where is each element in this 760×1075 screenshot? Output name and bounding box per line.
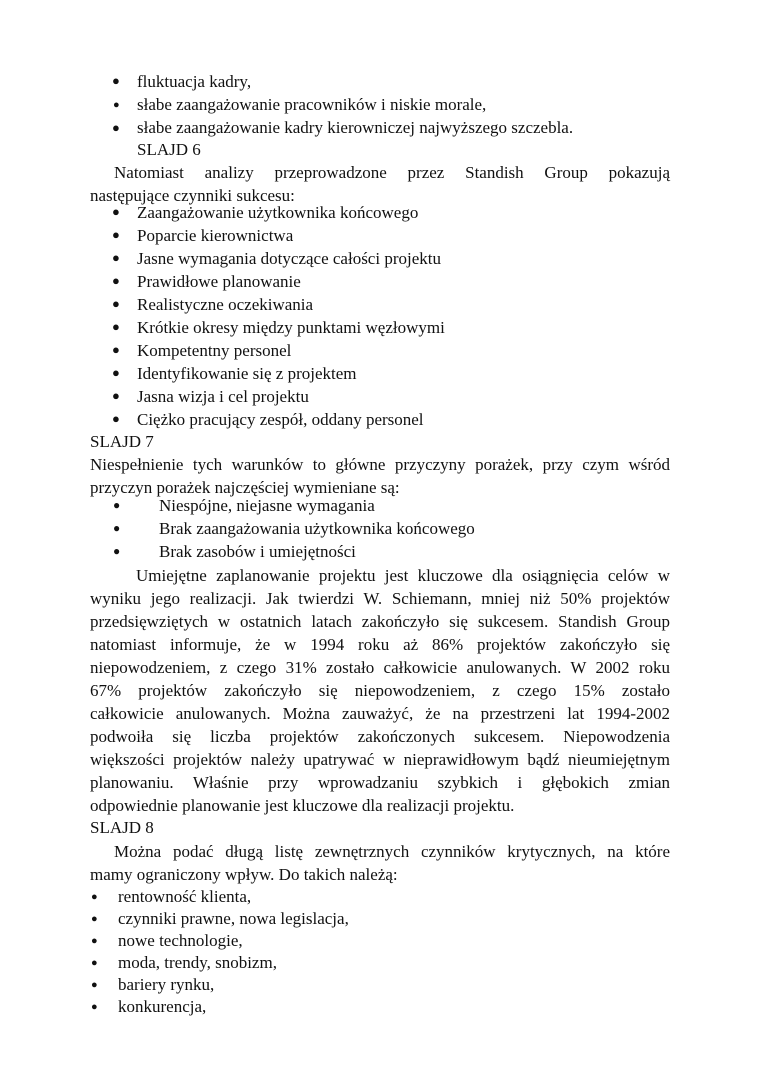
list3-item: Brak zasobów i umiejętności <box>159 542 356 561</box>
paragraph-line: podwoiła się liczba projektów zakończonych sukcesem. Niepowodzenia <box>90 727 670 746</box>
paragraph-line: natomiast informuje, że w 1994 roku aż 86% projektów zakończyło się <box>90 635 670 654</box>
list2-item: Jasna wizja i cel projektu <box>137 387 309 406</box>
paragraph-line: mamy ograniczony wpływ. Do takich należą: <box>90 865 398 884</box>
list4-item: nowe technologie, <box>118 931 243 950</box>
paragraph-line: Umiejętne zaplanowanie projektu jest kluczowe dla osiągnięcia celów w <box>136 566 670 585</box>
list2-item: Poparcie kierownictwa <box>137 226 294 245</box>
bullet-icon: ● <box>112 120 120 135</box>
paragraph-line: niepowodzeniem, z czego 31% zostało całkowicie anulowanych. W 2002 roku <box>90 658 670 677</box>
paragraph-line: Natomiast analizy przeprowadzone przez Standish Group pokazują <box>114 163 670 182</box>
bullet-icon: ● <box>112 250 120 265</box>
bullet-icon: ● <box>91 891 98 903</box>
paragraph-line: Można podać długą listę zewnętrznych czynników krytycznych, na które <box>114 842 670 861</box>
list2-item: Zaangażowanie użytkownika końcowego <box>137 203 419 222</box>
bullet-icon: ● <box>112 273 120 288</box>
bullet-icon: ● <box>113 99 120 111</box>
bullet-icon: ● <box>91 957 98 969</box>
paragraph-line: całkowicie anulowanych. Można zauważyć, że na przestrzeni lat 1994-2002 <box>90 704 670 723</box>
bullet-icon: ● <box>91 913 98 925</box>
slide-8-label: SLAJD 8 <box>90 818 154 837</box>
bullet-icon: ● <box>112 388 120 403</box>
list2-item: Realistyczne oczekiwania <box>137 295 314 314</box>
list4-item: konkurencja, <box>118 997 207 1016</box>
list2-item: Krótkie okresy między punktami węzłowymi <box>137 318 445 337</box>
list3-item: Brak zaangażowania użytkownika końcowego <box>159 519 475 538</box>
bullet-icon: ● <box>113 544 121 558</box>
bullet-icon: ● <box>91 979 98 991</box>
bullet-icon: ● <box>113 498 121 512</box>
bullet-icon: ● <box>112 73 120 88</box>
list2-item: Kompetentny personel <box>137 341 292 360</box>
bullet-icon: ● <box>112 365 120 380</box>
bullet-icon: ● <box>112 319 120 334</box>
list1-item: słabe zaangażowanie pracowników i niskie morale, <box>137 95 487 114</box>
paragraph-line: przyczyn porażek najczęściej wymieniane są: <box>90 478 400 497</box>
slide-7-label: SLAJD 7 <box>90 432 154 451</box>
list4-item: moda, trendy, snobizm, <box>118 953 277 972</box>
slide-6-label: SLAJD 6 <box>137 140 201 159</box>
paragraph-line: następujące czynniki sukcesu: <box>90 186 295 205</box>
paragraph-line: planowaniu. Właśnie przy wprowadzaniu szybkich i głębokich zmian <box>90 773 670 792</box>
list4-item: bariery rynku, <box>118 975 215 994</box>
paragraph-line: 67% projektów zakończyło się niepowodzeniem, z czego 15% zostało <box>90 681 670 700</box>
paragraph-line: odpowiednie planowanie jest kluczowe dla realizacji projektu. <box>90 796 515 815</box>
bullet-icon: ● <box>112 227 120 242</box>
list2-item: Ciężko pracujący zespół, oddany personel <box>137 410 424 429</box>
list1-item: słabe zaangażowanie kadry kierowniczej najwyższego szczebla. <box>137 118 574 137</box>
list2-item: Identyfikowanie się z projektem <box>137 364 357 383</box>
paragraph-line: przedsięwziętych w ostatnich latach zakończyło się sukcesem. Standish Group <box>90 612 670 631</box>
bullet-icon: ● <box>112 411 120 426</box>
bullet-icon: ● <box>91 1001 98 1013</box>
bullet-icon: ● <box>112 204 120 219</box>
bullet-icon: ● <box>91 935 98 947</box>
list4-item: rentowność klienta, <box>118 887 252 906</box>
paragraph-line: większości projektów należy upatrywać w nieprawidłowym bądź nieumiejętnym <box>90 750 670 769</box>
list4-item: czynniki prawne, nowa legislacja, <box>118 909 349 928</box>
list2-item: Prawidłowe planowanie <box>137 272 301 291</box>
bullet-icon: ● <box>112 296 120 311</box>
bullet-icon: ● <box>112 342 120 357</box>
list2-item: Jasne wymagania dotyczące całości projektu <box>137 249 441 268</box>
list3-item: Niespójne, niejasne wymagania <box>159 496 375 515</box>
list1-item: fluktuacja kadry, <box>137 72 252 91</box>
paragraph-line: wyniku jego realizacji. Jak twierdzi W. Schiemann, mniej niż 50% projektów <box>90 589 670 608</box>
paragraph-line: Niespełnienie tych warunków to główne przyczyny porażek, przy czym wśród <box>90 455 670 474</box>
bullet-icon: ● <box>113 521 121 535</box>
